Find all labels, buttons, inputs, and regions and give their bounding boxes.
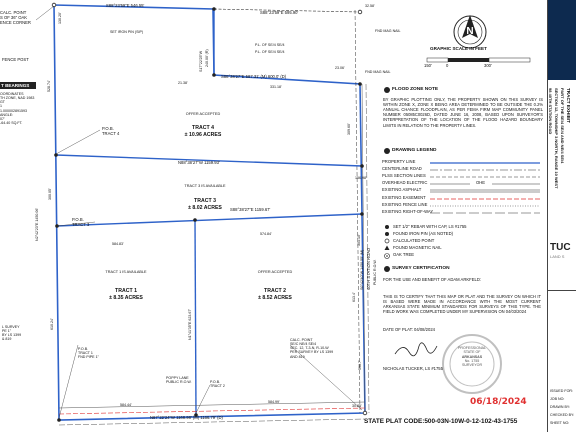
dist-610: 610.24': [50, 318, 54, 330]
dist-130: 130.20': [58, 12, 62, 24]
tract2-label: TRACT 2: [264, 288, 286, 294]
legend-symbol-calc: CALCULATED POINT: [393, 238, 435, 243]
leader-pob-t1: [59, 345, 78, 418]
legend-symbol-iron-pin: FOUND IRON PIN (AS NOTED): [393, 231, 454, 236]
bearing-s0: S0°42'40"W 1450.55' (M): [360, 249, 364, 290]
scale-tick-150: 150': [424, 63, 432, 68]
corner-t4-se: [358, 82, 362, 86]
bearing-n88: N88°38'27"W 1159.93': [178, 160, 220, 165]
bearing-mid: S88°38'27"E 587.31' (M) 600.0' (D): [221, 74, 287, 79]
dist-5967: 596.7': [358, 360, 362, 370]
section-line-east: [355, 10, 360, 413]
title-table: [548, 290, 576, 425]
legend-symbol-mag-nail: FOUND MAGNETIC NAIL: [393, 245, 442, 250]
poppy-lane-label: POPPY LANE PUBLIC R.O.W.: [166, 376, 192, 385]
dist-156: 156.98': [355, 176, 367, 180]
checked-by: CHECKED BY:: [550, 413, 575, 417]
legend-item-plss: PLSS SECTION LINES: [382, 173, 426, 178]
signature: [395, 343, 437, 356]
sheet-no: SHEET NO:: [550, 421, 570, 425]
bearing-s88-2: S88°38'27"E 1159.67': [230, 207, 271, 212]
bearing-s17-dist: 240.00' (R): [205, 49, 209, 67]
legend-item-row: EXISTING RIGHT-OF-WAY: [382, 209, 434, 214]
legend-asphalt: [430, 189, 540, 193]
bullet-icon: [384, 87, 390, 93]
title-line2: SECTION 12, TOWNSHIP 3 NORTH, RANGE 10 WEST: [554, 88, 559, 189]
tract1-acres: ± 8.35 ACRES: [109, 295, 143, 301]
flood-zone-text: BY GRAPHIC PLOTTING ONLY, THE PROPERTY SHOWN ON THIS SURVEY IS WITHIN ZONE X, ZONE X BEING AREA DETERMINED TO BE OUTSIDE THE 0.2% ANNUAL CHANCE FLOODPLAIN, AS PER FEMA FIRM MAP COMMUNITY PANEL NUMBER 05085C0026D, DATED JUNE 16, 2008, BASED UPON SURVEYOR'S INTERPRETATION OF THE LOCATION OF THE FLOOD HAZARD BOUNDARY LIMITS IN RELATION TO THE PROPERTY LINES.: [383, 97, 543, 128]
bullet-icon: [384, 266, 390, 272]
scale-bar: [427, 58, 530, 62]
calc-point-sw: CALC. POINT SE/C NE/4 SE/4 SEC. 12, T-3-N, R-10-W PER SURVEY BY LS 1399 AND 819: [290, 338, 334, 359]
certification-text: THIS IS TO CERTIFY THAT THIS MAP OR PLAT AND THE SURVEY ON WHICH IT IS BASED WERE MADE IN ACCORDANCE WITH THE MOST CURRENT ARKANSAS STATE MINIMUM STANDARDS FOR SURVEYS OF THIS TYPE. THE FIELD WORK WAS COMPLETED UNDER MY SUPERVISION ON 04/03/2024: [383, 294, 541, 315]
top-bearing-right: S88°23'59"E 595.90': [260, 10, 299, 15]
drawn-by: DRAWN BY:: [550, 405, 571, 409]
legend-item-centerline: CENTERLINE ROAD: [382, 166, 422, 171]
fnd-mag-nail-1: FND MAG NAIL: [375, 29, 401, 33]
legend-item-easement: EXISTING EASEMENT: [382, 195, 426, 200]
pob-tract3: P.O.B. TRACT 3: [72, 217, 90, 227]
title-line3: 98 40TH STATION ROAD: [548, 88, 553, 135]
bearing-n1: N1°41'35"E 623.67': [188, 308, 192, 340]
legend-sym-iron-pin: [385, 232, 389, 236]
survey-note-left: L SURVEY PE 1" BY LS 1399 & 819: [2, 325, 22, 342]
tract1-label: TRACT 1: [115, 288, 137, 294]
road-sub: PUBLIC R.O.W.: [373, 259, 377, 285]
dist-584c: 584.99': [268, 400, 280, 404]
dist-300: 300.05': [48, 188, 52, 200]
dist-23: 23.06': [335, 66, 345, 70]
svg-text:N: N: [466, 26, 474, 37]
set-iron-pin-label: SET IRON PIN (SIP): [110, 30, 144, 34]
tract2-offer: OFFER ACCEPTED: [257, 270, 293, 274]
corner-t12: [193, 218, 197, 222]
leader-pob-t2: [196, 385, 210, 413]
dist-584b: 584.44': [120, 403, 132, 407]
legend-ohe-text: OHE: [476, 180, 486, 185]
legend-symbol-rebar: SET 1/2" REBAR WITH CAP, LS #1755: [393, 224, 467, 229]
poppy-lane-edge: [59, 402, 365, 408]
corner-sip: [212, 7, 216, 11]
top-bearing-left: S88°23'59"E 546.55': [106, 3, 145, 8]
corner-pob-t1: [57, 418, 61, 422]
certification-for: FOR THE USE AND BENEFIT OF ADAM ARKFELD:: [383, 277, 482, 282]
legend-item-property: PROPERTY LINE: [382, 159, 416, 164]
legend-sym-mag-nail: [385, 246, 390, 251]
tract4-offer: OFFER ACCEPTED: [185, 112, 221, 116]
dist-309: 309.60': [347, 123, 351, 135]
dist-6134: 613.4': [352, 292, 356, 302]
north-arrow: [454, 15, 486, 48]
tract4-acres: ± 10.96 ACRES: [184, 132, 222, 138]
dist-30: 30.85': [352, 404, 362, 408]
state-plat-code: STATE PLAT CODE:500-03N-10W-0-12-102-43-1755: [364, 418, 518, 425]
pob-tract4: P.O.B. TRACT 4: [102, 126, 120, 136]
bearing-n2: N2°42'23"E 1450.06': [35, 207, 39, 241]
title-exhibit: TRACT EXHIBIT: [566, 88, 571, 123]
dist-528: 528.74': [47, 80, 51, 92]
legend-symbol-oak: OAK TREE: [393, 252, 415, 257]
corner-ne: [358, 10, 362, 14]
dist-584: 584.83': [112, 242, 124, 246]
bearing-s17: S17°22'25"W: [199, 50, 203, 72]
issued-for: ISSUED FOR:: [550, 389, 573, 393]
flood-zone-header: FLOOD ZONE NOTE: [384, 86, 438, 93]
pl-label-1: P.L. OF SE/4 SE/4: [255, 43, 285, 47]
dist-331: 331.18': [270, 85, 282, 89]
corner-pob-t4: [54, 153, 58, 157]
tract-line-1-2: [195, 220, 196, 415]
certification-header: SURVEY CERTIFICATION: [384, 265, 450, 272]
bullet-icon: [384, 148, 390, 154]
fence-post-label: FENCE POST: [2, 57, 29, 62]
legend-item-asphalt: EXISTING ASPHALT: [382, 187, 422, 192]
legend-item-fence: EXISTING FENCE LINE: [382, 202, 428, 207]
pob-tract2: P.O.B. TRACT 2: [210, 380, 225, 389]
tract3-available: TRACT 3 IS AVAILABLE: [184, 184, 226, 188]
pl-label-2: P.L. OF SE/4 SE/4: [255, 50, 285, 54]
dist-301: 301.10': [357, 234, 361, 246]
legend-sym-calc: [385, 239, 389, 243]
scale-tick-0: 0: [446, 63, 449, 68]
tract1-available: TRACT 1 IS AVAILABLE: [105, 270, 147, 274]
fnd-mag-nail-2: FND MAG NAIL: [365, 70, 391, 74]
dist-21: 21.38': [178, 81, 188, 85]
bottom-bearing: N87°22'24"W 1168.98' (M) 1166.79' (D): [150, 415, 223, 420]
bearings-header-bar: T BEARINGS: [0, 82, 36, 89]
poppy-lane-easement: [59, 408, 365, 414]
job-no: JOB NO:: [550, 397, 565, 401]
signer-name: NICHOLAS TUCKER, LS #1755: [383, 366, 443, 371]
title-block: [547, 0, 576, 432]
leader-calc: [36, 6, 54, 20]
dist-574: 574.84': [260, 232, 272, 236]
basis-of-bearings-text: OORDINATES TH ZONE, NAD 1983 GT 1 1.000002891593 ANGLE: 07' -64.40 SQ.FT.: [0, 92, 35, 125]
company-sub: LAND S: [550, 254, 565, 259]
tract3-label: TRACT 3: [194, 198, 216, 204]
corner-e-t12: [360, 212, 364, 216]
date-stamp: 06/18/2024: [470, 397, 527, 407]
location-map: [548, 0, 576, 80]
scale-tick-300: 300': [484, 63, 492, 68]
scale-title: GRAPHIC SCALE IN FEET: [430, 46, 487, 51]
tract2-acres: ± 8.52 ACRES: [258, 295, 292, 301]
leader-pob-t4: [56, 130, 100, 154]
legend-sym-oak: [385, 254, 390, 259]
pob-tract1: P.O.B. TRACT 1 FND PIPE 1": [78, 347, 99, 360]
road-label: 40TH STATION ROAD: [366, 247, 371, 290]
corner-se: [363, 411, 367, 415]
tract4-label: TRACT 4: [192, 125, 214, 131]
tract-line-3-12: [57, 214, 362, 226]
seal-text: PROFESSIONAL STATE OF ARKANSAS No. 1755 SURVEYOR: [458, 346, 486, 368]
legend-header: DRAWING LEGEND: [384, 147, 437, 154]
dist-32: 32.58': [365, 4, 375, 8]
calc-point-note: CALC. POINT S OF 36" OAK ENCE CORNER: [0, 10, 31, 25]
title-line1: PART OF THE SE/4 SE/4 AND NE/4 SE/4: [560, 88, 565, 164]
tract3-acres: ± 8.02 ACRES: [188, 205, 222, 211]
corner-t4-sw: [212, 73, 216, 77]
corner-nw: [52, 3, 56, 7]
corner-e-t3: [360, 164, 364, 168]
legend-item-ohe: OVERHEAD ELECTRIC: [382, 180, 428, 185]
legend-sym-rebar: [385, 225, 389, 229]
company-logo: TUC: [550, 242, 571, 253]
date-of-plat: DATE OF PLAT: 04/08/2024: [383, 327, 435, 332]
